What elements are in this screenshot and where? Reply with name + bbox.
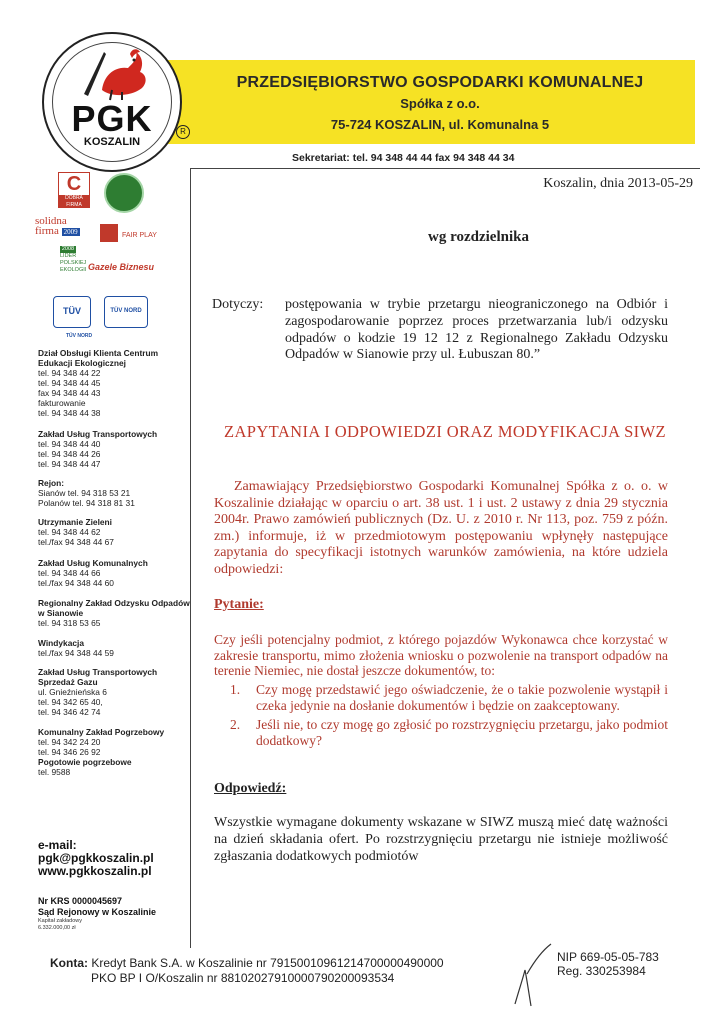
list-item — [230, 682, 668, 713]
sidebar-block-title: Komunalny Zakład Pogrzebowy — [38, 727, 165, 737]
sidebar-line: tel. 94 346 42 74 — [38, 707, 101, 717]
sidebar-block-title: Pogotowie pogrzebowe — [38, 757, 132, 767]
email-label: e-mail: — [38, 838, 77, 852]
sidebar-contact-gaz — [38, 667, 190, 717]
sidebar-contact-odzysk — [38, 598, 190, 628]
company-address: 75-724 KOSZALIN, ul. Komunalna 5 — [330, 117, 550, 132]
logo-city: KOSZALIN — [83, 136, 141, 148]
rooster-icon — [72, 44, 152, 102]
bank-account-2: PKO BP I O/Koszalin nr 88102027910000790200093534 — [91, 971, 395, 985]
letter-date: Koszalin, dnia 2013-05-29 — [543, 176, 693, 191]
fair-play-label: FAIR PLAY — [122, 232, 157, 239]
answer-label: Odpowiedź: — [214, 781, 287, 796]
eco-seal-icon — [104, 173, 144, 213]
solidna-firma-label: solidna firma — [35, 216, 67, 237]
question-label: Pytanie: — [214, 597, 264, 612]
dobra-firma-badge — [58, 172, 90, 208]
lider-label: LIDER POLSKIEJ EKOLOGII — [60, 253, 87, 273]
krs-number: Nr KRS 0000045697 — [38, 896, 123, 906]
sidebar-contact-pogrzebowy — [38, 727, 190, 777]
tax-ids — [557, 950, 659, 978]
lider-badge — [60, 246, 87, 284]
sidebar-line: tel. 94 348 44 45 — [38, 378, 101, 388]
sidebar-contact-zielen — [38, 517, 190, 547]
sidebar-divider — [190, 168, 191, 948]
sidebar-block-title: Zakład Usług Komunalnych — [38, 558, 148, 568]
sidebar-line: tel. 94 348 44 22 — [38, 368, 101, 378]
company-name: PRZEDSIĘBIORSTWO GOSPODARKI KOMUNALNEJ — [236, 74, 644, 91]
court-name: Sąd Rejonowy w Koszalinie — [38, 906, 157, 917]
sidebar-line: tel. 94 348 44 47 — [38, 459, 101, 469]
letter-heading: ZAPYTANIA I ODPOWIEDZI ORAZ MODYFIKACJA SIWZ — [223, 422, 667, 441]
contact-links — [38, 852, 154, 878]
header-divider — [190, 168, 700, 169]
gazele-biznesu-badge: Gazele Biznesu — [88, 262, 155, 272]
list-item — [230, 717, 668, 748]
nip-number: NIP 669-05-05-783 — [557, 950, 659, 964]
sidebar-block-title: Rejon: — [38, 478, 65, 488]
company-form: Spółka z o.o. — [400, 96, 480, 111]
sidebar-line: tel. 94 346 26 92 — [38, 747, 101, 757]
tuv-certificate-badge: TÜV — [53, 296, 91, 328]
subject-text: postępowania w trybie przetargu nieograniczonego na Odbiór i zagospodarowanie poprzez proces przetwarzania lub/i odzysku odpadów o kodzie 19 12 12 z Regionalnego Zakładu Odzysku Odpadów w Sianowie przy ul. Łubuszan 80.” — [285, 297, 668, 363]
sidebar-line: tel. 94 348 44 66 — [38, 568, 101, 578]
capital-label: Kapitał zakładowy — [38, 918, 83, 924]
sidebar-line: tel. 94 348 44 26 — [38, 449, 101, 459]
secretariat-contact: Sekretariat: tel. 94 348 44 44 fax 94 348 44 34 — [292, 152, 515, 164]
answer-text: Wszystkie wymagane dokumenty wskazane w SIWZ muszą mieć datę ważności na dzień składania ofert. Po rozstrzygnięciu przetargu nie istnieje możliwość zgłaszania dodatkowych podmiotów — [214, 815, 668, 864]
fair-play-icon — [100, 224, 118, 242]
subject-label: Dotyczy: — [212, 297, 264, 312]
bank-account-1 — [50, 956, 444, 970]
question-text: Czy jeśli potencjalny podmiot, z którego pojazdów Wykonawca chce korzystać w zakresie transportu, mimo złożenia wniosku o pozwolenie na transport odpadów na terenie Niemiec, nie dostał jeszcze dokumentów, to: — [214, 632, 668, 679]
sidebar-block-title: Dział Obsługi Klienta Centrum Edukacji Ekologicznej — [38, 348, 159, 368]
email-link[interactable]: pgk@pgkkoszalin.pl — [38, 851, 154, 865]
sidebar-line: tel. 94 318 53 65 — [38, 618, 101, 628]
sidebar-line: fax 94 348 44 43 — [38, 388, 101, 398]
sidebar-line: Polanów tel. 94 318 81 31 — [38, 498, 135, 508]
website-link[interactable]: www.pgkkoszalin.pl — [38, 864, 152, 878]
sidebar-line: fakturowanie — [38, 398, 86, 408]
capital-info — [38, 918, 82, 931]
sidebar-line: tel. 9588 — [38, 767, 71, 777]
sidebar-line: tel./fax 94 348 44 59 — [38, 648, 114, 658]
tuv-nord-caption: TÜV NORD — [66, 333, 93, 339]
sidebar-line: tel. 94 348 44 38 — [38, 408, 101, 418]
sidebar-contact-windykacja — [38, 638, 190, 658]
regon-number: Reg. 330253984 — [557, 964, 646, 978]
dobra-firma-label: DOBRA FIRMA — [59, 195, 89, 208]
list-item-text: Jeśli nie, to czy mogę go zgłosić po rozstrzygnięciu przetargu, jako podmiot dodatkowy? — [256, 717, 668, 748]
sidebar-line: Sianów tel. 94 318 53 21 — [38, 488, 131, 498]
list-item-number: 2. — [230, 717, 241, 733]
question-list — [230, 682, 668, 752]
intro-paragraph: Zamawiający Przedsiębiorstwo Gospodarki Komunalnej Spółka z o. o. w Koszalinie działając w oparciu o art. 38 ust. 1 i ust. 2 ustawy z dnia 29 stycznia 2004r. Prawo zamówień publicznych (Dz. U. z 2010 r. Nr 113, poz. 759 z późn. zm.) informuje, iż w przedmiotowym postępowaniu wpłynęły następujące zapytania do specyfikacji istotnych warunków zamówienia, na które udziela odpowiedzi: — [214, 479, 668, 577]
sidebar-block-title: Windykacja — [38, 638, 85, 648]
sidebar-block-title: Zakład Usług Transportowych — [38, 429, 158, 439]
sidebar-line: tel./fax 94 348 44 60 — [38, 578, 114, 588]
solidna-firma-year: 2009 — [63, 228, 78, 236]
solidna-firma-badge — [35, 216, 93, 238]
tuv-nord-badge: TÜV NORD — [104, 296, 148, 328]
list-item-number: 1. — [230, 682, 241, 697]
sidebar-contact-rejon — [38, 478, 190, 508]
signature-icon — [505, 940, 555, 1010]
registered-mark: R — [176, 125, 190, 139]
sidebar-contact-klient — [38, 348, 190, 418]
sidebar-block-title: Zakład Usług Transportowych Sprzedaż Gazu — [38, 667, 158, 687]
addressee: wg rozdzielnika — [428, 229, 529, 245]
sidebar-block-title: Regionalny Zakład Odzysku Odpadów w Sianowie — [38, 598, 190, 618]
sidebar-line: tel. 94 348 44 62 — [38, 527, 101, 537]
dobra-firma-icon: C — [66, 173, 82, 195]
list-item-text: Czy mogę przedstawić jego oświadczenie, że o takie pozwolenie wystąpił i czeka jedynie na dosłanie dokumentów i będzie on zaakceptowany. — [256, 682, 668, 713]
sidebar-contact-transport — [38, 429, 190, 469]
sidebar-line: tel. 94 342 65 40, — [38, 697, 103, 707]
sidebar-block-title: Utrzymanie Zieleni — [38, 517, 113, 527]
sidebar-line: tel./fax 94 348 44 67 — [38, 537, 114, 547]
sidebar-contact-komunalne — [38, 558, 190, 588]
sidebar-line: tel. 94 342 24 20 — [38, 737, 101, 747]
logo-text: PGK — [71, 98, 153, 139]
sidebar-line: ul. Gnieźnieńska 6 — [38, 687, 107, 697]
konta-label: Konta: — [50, 956, 88, 970]
sidebar-line: tel. 94 348 44 40 — [38, 439, 101, 449]
bank-account-1-text: Kredyt Bank S.A. w Koszalinie nr 79150010961214700000490000 — [91, 956, 444, 970]
capital-value: 6.332.000,00 zł — [38, 924, 76, 931]
lider-year: 2008 — [61, 246, 75, 252]
registry-info — [38, 896, 156, 917]
